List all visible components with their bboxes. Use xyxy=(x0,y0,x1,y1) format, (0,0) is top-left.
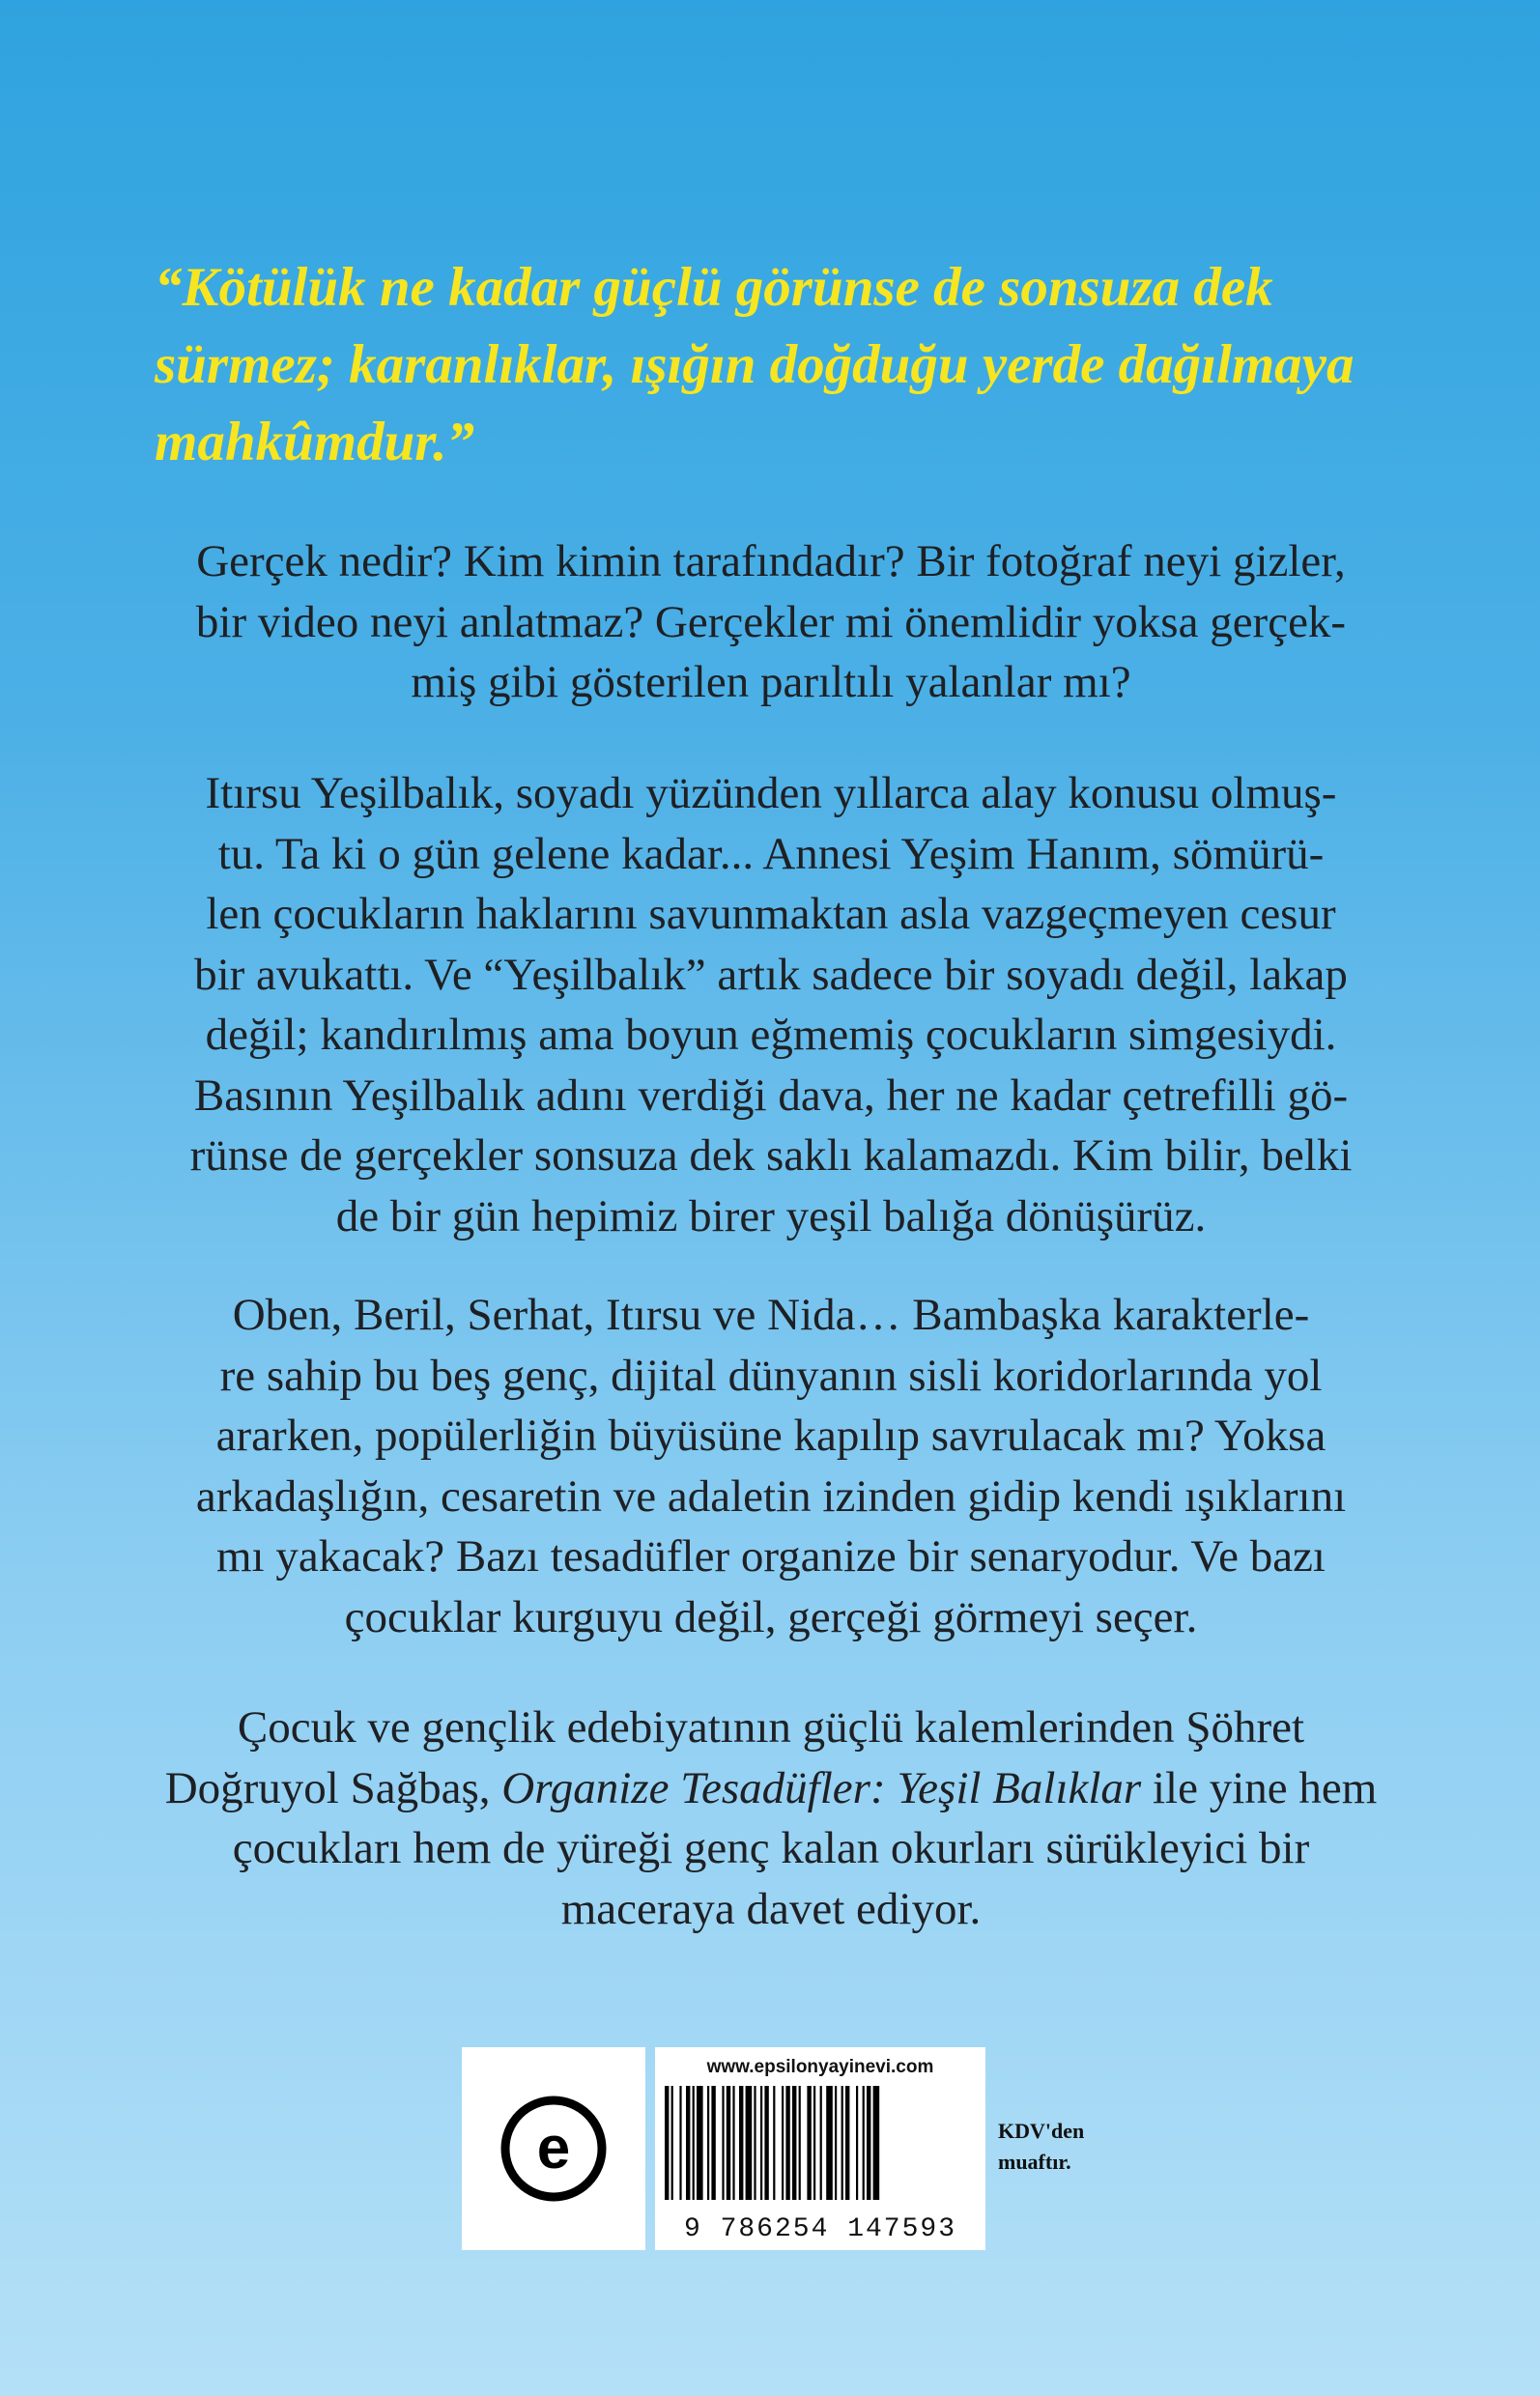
quote-line: mahkûmdur.” xyxy=(155,412,475,472)
text-line: arkadaşlığın, cesaretin ve adaletin izinden gidip kendi ışıklarını xyxy=(195,1470,1347,1522)
barcode-stripe xyxy=(835,2086,837,2200)
text-line: miş gibi gösterilen parıltılı yalanlar mı? xyxy=(411,657,1131,707)
barcode-stripe xyxy=(856,2086,858,2200)
text-line: Gerçek nedir? Kim kimin tarafındadır? Bir fotoğraf neyi gizler, xyxy=(196,536,1346,586)
vat-line: KDV'den xyxy=(998,2119,1085,2143)
isbn-barcode-icon xyxy=(665,2086,976,2200)
quote-line: sürmez; karanlıklar, ışığın doğduğu yerde dağılmaya xyxy=(155,334,1355,395)
barcode-stripe xyxy=(754,2086,756,2200)
text-line: değil; kandırılmış ama boyun eğmemiş çocukların simgesiydi. xyxy=(205,1010,1337,1060)
barcode-stripe xyxy=(707,2086,709,2200)
barcode-stripe xyxy=(711,2086,715,2200)
text-line: Oben, Beril, Serhat, Itırsu ve Nida… Bambaşka karakterle- xyxy=(232,1290,1310,1340)
barcode-stripe xyxy=(782,2086,784,2200)
publisher-website: www.epsilonyayinevi.com xyxy=(706,2057,934,2077)
barcode-stripe xyxy=(760,2086,762,2200)
barcode-stripe xyxy=(813,2086,815,2200)
barcode-stripe xyxy=(799,2086,801,2200)
blurb-paragraph-1 xyxy=(145,531,1397,713)
text-line: Itırsu Yeşilbalık, soyadı yüzünden yıllarca alay konusu olmuş- xyxy=(205,768,1337,818)
barcode-stripe xyxy=(826,2086,833,2200)
text-line: len çocukların haklarını savunmaktan asla vazgeçmeyen cesur xyxy=(206,889,1336,939)
text-line: tu. Ta ki o gün gelene kadar... Annesi Yeşim Hanım, sömürü- xyxy=(217,828,1325,879)
text-line: re sahip bu beş genç, dijital dünyanın sisli koridorlarında yol xyxy=(219,1350,1323,1401)
barcode-stripe xyxy=(739,2086,743,2200)
text-line: de bir gün hepimiz birer yeşil balığa dönüşürüz. xyxy=(335,1190,1207,1241)
vat-line: muaftır. xyxy=(998,2150,1071,2174)
barcode-stripe xyxy=(820,2086,822,2200)
quote-line: “Kötülük ne kadar güçlü görünse de sonsuza dek xyxy=(155,257,1273,318)
vat-exempt-note xyxy=(998,2116,1084,2178)
text-segment: Doğruyol Sağbaş, xyxy=(164,1762,502,1813)
barcode-stripe xyxy=(722,2086,724,2200)
barcode-stripe xyxy=(785,2086,789,2200)
publisher-logo-box xyxy=(462,2047,645,2250)
barcode-stripe xyxy=(679,2086,681,2200)
barcode-stripe xyxy=(727,2086,730,2200)
blurb-paragraph-3 xyxy=(145,1285,1397,1647)
isbn-digits: 9 786254 147593 xyxy=(683,2214,957,2244)
blurb-paragraph-4 xyxy=(145,1697,1397,1939)
barcode-stripe xyxy=(746,2086,753,2200)
barcode-stripe xyxy=(773,2086,775,2200)
blurb-paragraph-2 xyxy=(145,763,1397,1246)
text-line: bir video neyi anlatmaz? Gerçekler mi önemlidir yoksa gerçek- xyxy=(195,596,1347,647)
barcode-stripe xyxy=(863,2086,865,2200)
text-segment: ile yine hem xyxy=(1141,1762,1378,1813)
book-title-italic: Organize Tesadüfler: Yeşil Balıklar xyxy=(501,1762,1142,1813)
barcode-stripe xyxy=(671,2086,673,2200)
text-line: mı yakacak? Bazı tesadüfler organize bir senaryodur. Ve bazı xyxy=(216,1531,1326,1582)
logo-letter: e xyxy=(536,2115,571,2182)
barcode-stripe xyxy=(665,2086,669,2200)
text-line xyxy=(145,1758,1397,1819)
text-line: rünse de gerçekler sonsuza dek saklı kalamazdı. Kim bilir, belki xyxy=(189,1130,1353,1181)
barcode-stripe xyxy=(867,2086,870,2200)
barcode-stripe xyxy=(807,2086,811,2200)
barcode-stripe xyxy=(732,2086,734,2200)
barcode-box xyxy=(655,2047,985,2250)
barcode-stripe xyxy=(873,2086,880,2200)
text-line: maceraya davet ediyor. xyxy=(560,1883,982,1934)
text-line: çocuklar kurguyu değil, gerçeği görmeyi seçer. xyxy=(344,1591,1198,1642)
text-line: ararken, popülerliğin büyüsüne kapılıp savrulacak mı? Yoksa xyxy=(215,1411,1326,1461)
barcode-stripe xyxy=(697,2086,703,2200)
barcode-stripe xyxy=(845,2086,849,2200)
barcode-stripe xyxy=(693,2086,695,2200)
text-line: çocukları hem de yüreği genç kalan okurları sürükleyici bir xyxy=(232,1823,1310,1873)
text-line: Basının Yeşilbalık adını verdiği dava, her ne kadar çetrefilli gö- xyxy=(193,1070,1349,1121)
text-line: bir avukattı. Ve “Yeşilbalık” artık sadece bir soyadı değil, lakap xyxy=(194,949,1348,1000)
back-cover-quote xyxy=(155,249,1401,481)
barcode-stripe xyxy=(841,2086,843,2200)
barcode-stripe xyxy=(686,2086,690,2200)
text-line: Çocuk ve gençlik edebiyatının güçlü kalemlerinden Şöhret xyxy=(237,1702,1305,1753)
barcode-stripe xyxy=(792,2086,796,2200)
barcode-stripe xyxy=(764,2086,768,2200)
epsilon-logo-icon xyxy=(496,2091,612,2207)
